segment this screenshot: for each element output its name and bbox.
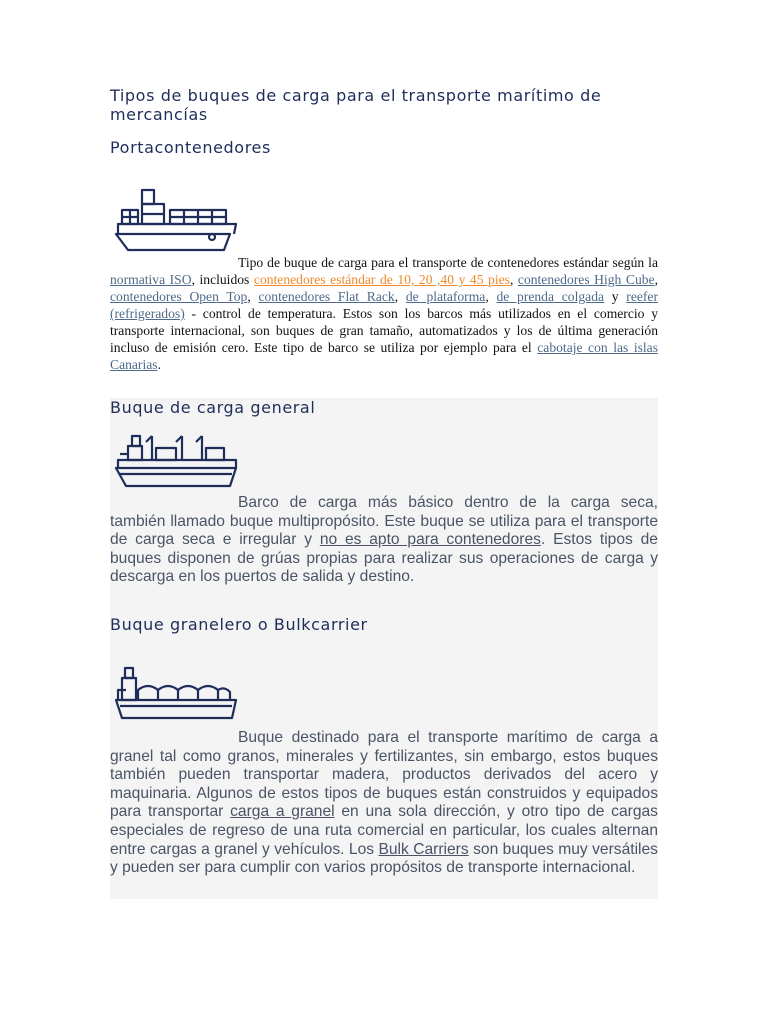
link-flat-rack[interactable]: contenedores Flat Rack [258, 289, 395, 304]
link-no-apto-contenedores[interactable]: no es apto para contenedores [319, 531, 541, 549]
link-bulk-carriers[interactable]: Bulk Carriers [378, 840, 469, 858]
link-contenedores-estandar[interactable]: contenedores estándar de 10, 20 ,40 y 45 pies [253, 272, 510, 287]
portacontenedores-description: Tipo de buque de carga para el transporte de contenedores estándar según la normativa ISO, incluidos contenedores estándar de 10, 20 ,40 y 45 pies, contenedores High Cube, contenedores Open Top, contenedores Flat Rack, de plataforma, de prenda colgada y reefer (refrigerados) - control de temperatura. Estos son los barcos más utilizados en el comercio y transporte internacional, son buques de gran tamaño, automatizados y los de última generación incluso de emisión cero. Este tipo de barco se utiliza por ejemplo para el cabotaje con las islas Canarias. [110, 255, 658, 372]
page-title: Tipos de buques de carga para el transporte marítimo de mercancías [110, 86, 602, 124]
section-heading-carga-general: Buque de carga general [110, 398, 316, 417]
bulk-carrier-icon [112, 664, 240, 722]
link-plataforma[interactable]: de plataforma [405, 289, 486, 304]
granelero-description: Buque destinado para el transporte marítimo de carga a granel tal como granos, minerales y fertilizantes, sin embargo, estos buques también pueden transportar madera, productos derivados del acero y maquinaria. Algunos de estos tipos de buques están construidos y equipados para transportar carga a granel en una sola dirección, y otro tipo de cargas especiales de regreso de una ruta comercial en particular, los cuales alternan entre cargas a granel y vehículos. Los Bulk Carriers son buques muy versátiles y pueden ser para cumplir con varios propósitos de transporte internacional. [110, 729, 658, 877]
link-prenda-colgada[interactable]: de prenda colgada [496, 289, 605, 304]
link-carga-granel[interactable]: carga a granel [230, 803, 335, 821]
section-heading-portacontenedores: Portacontenedores [110, 138, 271, 157]
carga-general-description: Barco de carga más básico dentro de la carga seca, también llamado buque multipropósito. Este buque se utiliza para el transporte de carga seca e irregular y no es apto para contenedores. Estos tipos de buques disponen de grúas propias para realizar sus operaciones de carga y descarga en los puertos de salida y destino. [110, 494, 658, 586]
section-heading-granelero: Buque granelero o Bulkcarrier [110, 615, 368, 634]
link-normativa-iso[interactable]: normativa ISO [110, 272, 192, 287]
link-high-cube[interactable]: contenedores High Cube [517, 272, 655, 287]
link-reefer[interactable]: reefer (refrigerados) [110, 289, 658, 321]
link-cabotaje-canarias[interactable]: cabotaje con las islas Canarias [110, 340, 658, 372]
general-cargo-ship-icon [112, 430, 240, 490]
link-open-top[interactable]: contenedores Open Top [110, 289, 248, 304]
container-ship-icon [112, 188, 240, 256]
